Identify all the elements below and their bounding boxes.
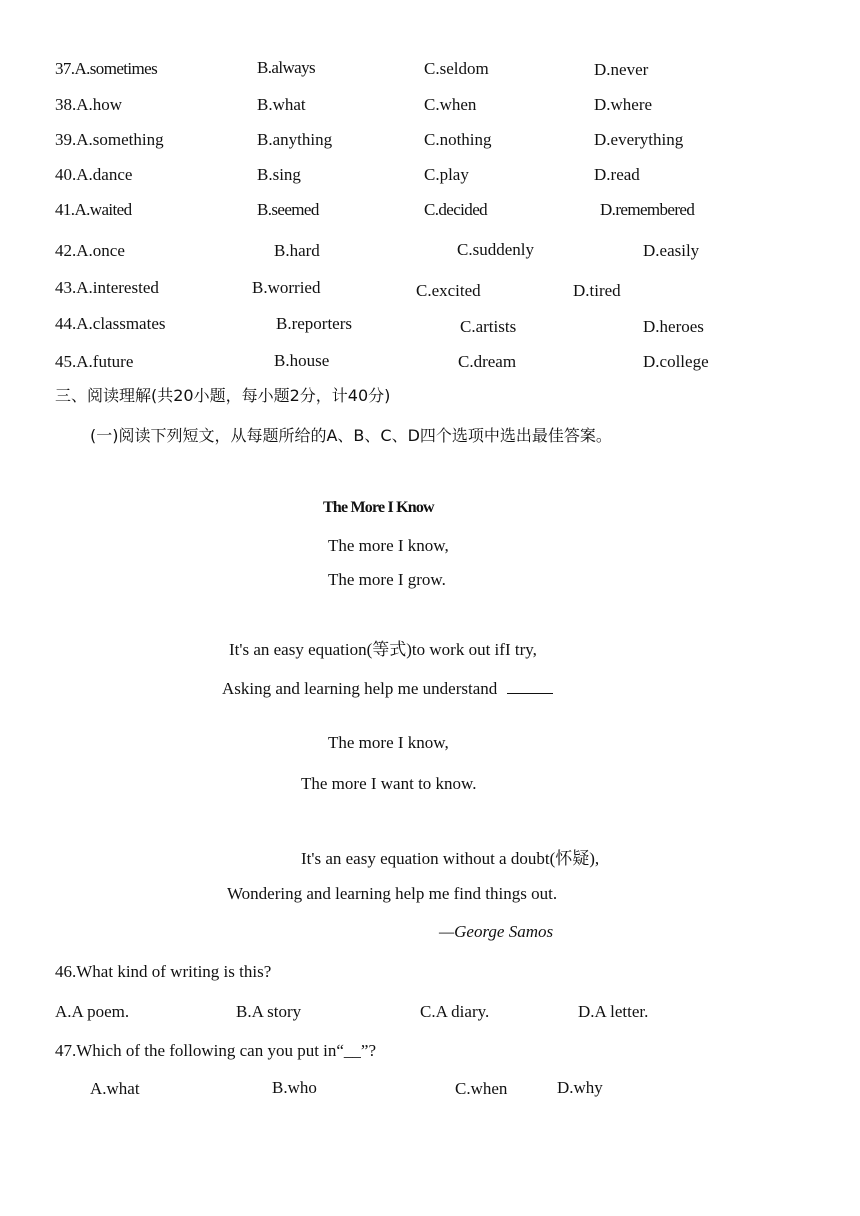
poem-line-8: Wondering and learning help me find things out. <box>227 884 558 903</box>
option-39-c: C.nothing <box>424 130 492 149</box>
question-46-option-c: C.A diary. <box>420 1002 490 1021</box>
question-46-stem: 46.What kind of writing is this? <box>55 962 272 981</box>
option-38-c: C.when <box>424 95 477 114</box>
option-44-c: C.artists <box>460 317 517 336</box>
question-47-stem: 47.Which of the following can you put in“__”? <box>55 1041 377 1060</box>
poem-author: —George Samos <box>439 922 554 941</box>
poem-line-1: The more I know, <box>328 536 449 555</box>
option-44-a: 44.A.classmates <box>55 314 166 333</box>
option-40-a: 40.A.dance <box>55 165 133 184</box>
section-instruction: (一)阅读下列短文，从每题所给的A、B、C、D四个选项中选出最佳答案。 <box>90 426 612 445</box>
option-41-b: B.seemed <box>257 200 319 219</box>
option-37-c: C.seldom <box>424 59 489 78</box>
question-46-option-a: A.A poem. <box>55 1002 130 1021</box>
option-44-d: D.heroes <box>643 317 704 336</box>
poem-line-6: The more I want to know. <box>301 774 477 793</box>
option-43-b: B.worried <box>252 278 321 297</box>
option-42-b: B.hard <box>274 241 320 260</box>
option-40-b: B.sing <box>257 165 301 184</box>
poem-title: The More I Know <box>323 499 434 516</box>
question-47-option-a: A.what <box>90 1079 140 1098</box>
option-45-c: C.dream <box>458 352 517 371</box>
option-39-a: 39.A.something <box>55 130 164 149</box>
option-43-d: D.tired <box>573 281 621 300</box>
option-41-a: 41.A.waited <box>55 200 132 219</box>
option-40-c: C.play <box>424 165 469 184</box>
section-heading: 三、阅读理解(共20小题，每小题2分，计40分) <box>55 386 391 405</box>
option-41-d: D.remembered <box>600 200 695 219</box>
option-45-a: 45.A.future <box>55 352 134 371</box>
poem-line-4-text: Asking and learning help me understand <box>222 679 498 698</box>
option-38-d: D.where <box>594 95 653 114</box>
option-39-b: B.anything <box>257 130 333 149</box>
question-47-option-b: B.who <box>272 1078 317 1097</box>
option-37-d: D.never <box>594 60 649 79</box>
answer-blank <box>507 679 553 694</box>
option-43-a: 43.A.interested <box>55 278 159 297</box>
option-41-c: C.decided <box>424 200 488 219</box>
option-45-d: D.college <box>643 352 709 371</box>
option-38-a: 38.A.how <box>55 95 123 114</box>
question-46-option-b: B.A story <box>236 1002 302 1021</box>
option-42-c: C.suddenly <box>457 240 534 259</box>
option-37-a: 37.A.sometimes <box>55 59 158 78</box>
question-47-option-c: C.when <box>455 1079 508 1098</box>
question-47-option-d: D.why <box>557 1078 603 1097</box>
question-46-option-d: D.A letter. <box>578 1002 649 1021</box>
poem-line-5: The more I know, <box>328 733 449 752</box>
poem-line-3: It's an easy equation(等式)to work out ifI try, <box>229 640 537 659</box>
option-42-a: 42.A.once <box>55 241 125 260</box>
option-39-d: D.everything <box>594 130 684 149</box>
option-44-b: B.reporters <box>276 314 353 333</box>
option-43-c: C.excited <box>416 281 481 300</box>
option-40-d: D.read <box>594 165 640 184</box>
option-45-b: B.house <box>274 351 330 370</box>
option-38-b: B.what <box>257 95 306 114</box>
poem-line-2: The more I grow. <box>328 570 446 589</box>
option-37-b: B.always <box>257 58 315 77</box>
poem-line-4 <box>222 679 553 697</box>
option-42-d: D.easily <box>643 241 700 260</box>
poem-line-7: It's an easy equation without a doubt(怀疑), <box>301 849 600 868</box>
